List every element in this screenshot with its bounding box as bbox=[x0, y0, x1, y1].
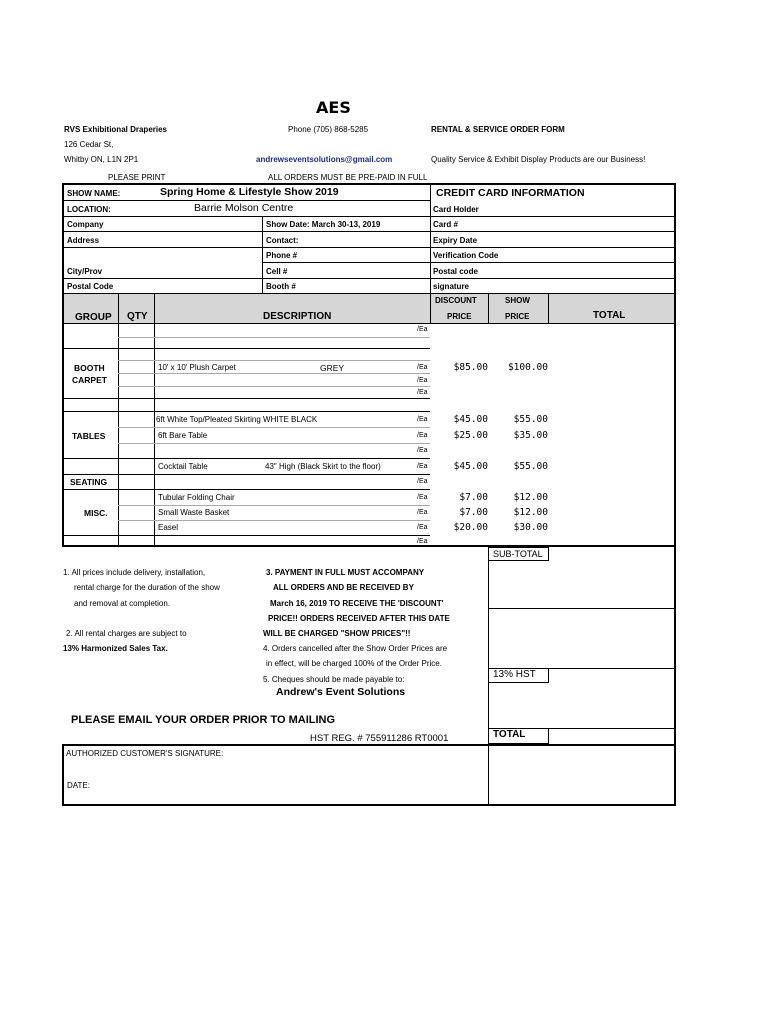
item-discount-price: $7.00 bbox=[459, 492, 488, 503]
term-line: in effect, will be charged 100% of the Order Price. bbox=[266, 659, 442, 668]
address-label: Address bbox=[67, 236, 100, 245]
show-name-value: Spring Home & Lifestyle Show 2019 bbox=[160, 186, 339, 198]
item-description: 6ft Bare Table bbox=[158, 431, 208, 440]
tagline: Quality Service & Exhibit Display Products are our Business! bbox=[431, 155, 646, 164]
item-note: 43" High (Black Skirt to the floor) bbox=[265, 462, 381, 471]
term-line: 3. PAYMENT IN FULL MUST ACCOMPANY bbox=[266, 568, 425, 577]
discount-header-2: PRICE bbox=[447, 312, 472, 321]
company-label: Company bbox=[67, 220, 104, 229]
payee-name: Andrew's Event Solutions bbox=[276, 686, 406, 698]
prepaid-note: ALL ORDERS MUST BE PRE-PAID IN FULL bbox=[268, 173, 428, 182]
item-show-price: $12.00 bbox=[513, 492, 548, 503]
hst-registration: HST REG. # 755911286 RT0001 bbox=[310, 733, 449, 744]
item-discount-price: $85.00 bbox=[453, 362, 488, 373]
show-date: Show Date: March 30-13, 2019 bbox=[266, 220, 381, 229]
each-unit: /Ea bbox=[417, 524, 428, 531]
item-description: Easel bbox=[158, 523, 179, 532]
group-seating: SEATING bbox=[70, 477, 108, 487]
item-discount-price: $25.00 bbox=[453, 430, 488, 441]
location-label: LOCATION: bbox=[67, 205, 111, 214]
item-discount-price: $20.00 bbox=[453, 522, 488, 533]
phone-label: Phone # bbox=[266, 251, 298, 260]
postal-code-label: Postal Code bbox=[67, 282, 114, 291]
group-carpet: CARPET bbox=[72, 375, 107, 385]
cell-label: Cell # bbox=[266, 267, 288, 276]
postal-code-card-label: Postal code bbox=[433, 267, 478, 276]
show-name-label: SHOW NAME: bbox=[67, 189, 121, 198]
term-line: rental charge for the duration of the show bbox=[74, 583, 220, 592]
each-unit: /Ea bbox=[417, 538, 428, 545]
term-line: 2. All rental charges are subject to bbox=[66, 629, 187, 638]
term-line: PRICE!! ORDERS RECEIVED AFTER THIS DATE bbox=[268, 614, 450, 623]
each-unit: /Ea bbox=[417, 447, 428, 454]
group-misc: MISC. bbox=[84, 508, 108, 518]
email-order-note: PLEASE EMAIL YOUR ORDER PRIOR TO MAILING bbox=[71, 714, 336, 726]
item-description: Small Waste Basket bbox=[158, 508, 230, 517]
term-line: and removal at completion. bbox=[74, 599, 171, 608]
city-address: Whitby ON, L1N 2P1 bbox=[64, 155, 139, 164]
total-column-header: TOTAL bbox=[593, 310, 626, 321]
each-unit: /Ea bbox=[417, 377, 428, 384]
form-title: RENTAL & SERVICE ORDER FORM bbox=[431, 125, 565, 134]
each-unit: /Ea bbox=[417, 463, 428, 470]
item-discount-price: $45.00 bbox=[453, 414, 488, 425]
term-line: WILL BE CHARGED "SHOW PRICES"!! bbox=[263, 629, 411, 638]
booth-label: Booth # bbox=[266, 282, 296, 291]
item-discount-price: $7.00 bbox=[459, 507, 488, 518]
item-color: GREY bbox=[320, 363, 345, 373]
item-description: Cocktail Table bbox=[158, 462, 208, 471]
each-unit: /Ea bbox=[417, 509, 428, 516]
expiry-label: Expiry Date bbox=[433, 236, 478, 245]
each-unit: /Ea bbox=[417, 389, 428, 396]
each-unit: /Ea bbox=[417, 478, 428, 485]
term-line: 4. Orders cancelled after the Show Order Prices are bbox=[263, 644, 448, 653]
item-description: Tubular Folding Chair bbox=[158, 493, 235, 502]
hst-label: 13% HST bbox=[488, 668, 549, 683]
item-show-price: $100.00 bbox=[507, 362, 548, 373]
description-column-header: DESCRIPTION bbox=[263, 311, 332, 322]
qty-column-header: QTY bbox=[127, 311, 148, 322]
item-description: 6ft White Top/Pleated Skirting WHITE BLACK bbox=[156, 415, 318, 424]
date-label: DATE: bbox=[67, 781, 90, 790]
group-tables: TABLES bbox=[72, 431, 106, 441]
item-show-price: $55.00 bbox=[513, 461, 548, 472]
item-show-price: $12.00 bbox=[513, 507, 548, 518]
card-holder-label: Card Holder bbox=[433, 205, 479, 214]
item-discount-price: $45.00 bbox=[453, 461, 488, 472]
please-print-note: PLEASE PRINT bbox=[108, 173, 166, 182]
item-show-price: $30.00 bbox=[513, 522, 548, 533]
company-name: RVS Exhibitional Draperies bbox=[64, 125, 167, 134]
verification-label: Verification Code bbox=[433, 251, 499, 260]
group-column-header: GROUP bbox=[75, 312, 112, 323]
street-address: 126 Cedar St, bbox=[64, 140, 114, 149]
group-booth: BOOTH bbox=[74, 363, 105, 373]
term-line: 13% Harmonized Sales Tax. bbox=[63, 644, 168, 653]
term-line: 1. All prices include delivery, installation, bbox=[63, 568, 206, 577]
term-line: 5. Cheques should be made payable to: bbox=[263, 675, 405, 684]
term-line: ALL ORDERS AND BE RECEIVED BY bbox=[273, 583, 414, 592]
each-unit: /Ea bbox=[417, 326, 428, 333]
credit-card-title: CREDIT CARD INFORMATION bbox=[436, 187, 585, 199]
subtotal-label: SUB-TOTAL bbox=[488, 547, 549, 561]
total-label: TOTAL bbox=[488, 728, 549, 744]
page-title: AES bbox=[316, 98, 351, 117]
each-unit: /Ea bbox=[417, 416, 428, 423]
card-number-label: Card # bbox=[433, 220, 458, 229]
show-header-2: PRICE bbox=[505, 312, 530, 321]
contact-label: Contact: bbox=[266, 236, 299, 245]
signature-card-label: signature bbox=[433, 282, 470, 291]
each-unit: /Ea bbox=[417, 494, 428, 501]
each-unit: /Ea bbox=[417, 432, 428, 439]
each-unit: /Ea bbox=[417, 364, 428, 371]
item-show-price: $55.00 bbox=[513, 414, 548, 425]
item-description: 10' x 10' Plush Carpet bbox=[158, 363, 236, 372]
item-show-price: $35.00 bbox=[513, 430, 548, 441]
show-header-1: SHOW bbox=[505, 296, 530, 305]
city-prov-label: City/Prov bbox=[67, 267, 103, 276]
discount-header-1: DISCOUNT bbox=[435, 296, 477, 305]
signature-label: AUTHORIZED CUSTOMER'S SIGNATURE: bbox=[66, 749, 224, 758]
location-value: Barrie Molson Centre bbox=[194, 202, 294, 214]
phone-number: Phone (705) 868-5285 bbox=[288, 125, 369, 134]
term-line: March 16, 2019 TO RECEIVE THE 'DISCOUNT' bbox=[270, 599, 444, 608]
email-link[interactable]: andrewseventsolutions@gmail.com bbox=[256, 155, 393, 164]
